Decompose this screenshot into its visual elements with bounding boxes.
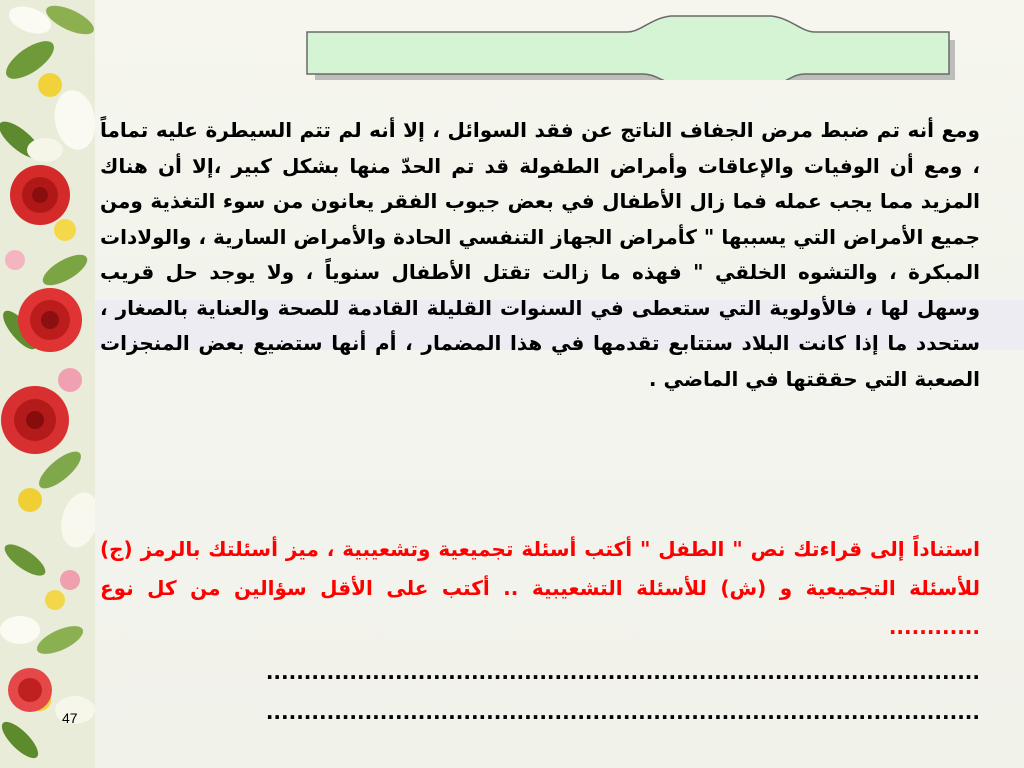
title-ribbon bbox=[305, 14, 955, 80]
floral-border-decoration bbox=[0, 0, 95, 768]
page-number: 47 bbox=[62, 710, 78, 726]
question-paragraph: استناداً إلى قراءتك نص " الطفل " أكتب أسئلة تجميعية وتشعيبية ، ميز أسئلتك بالرمز (ج) للأسئلة التجميعية و (ش) للأسئلة التشعيبية .. أكتب على الأقل سؤالين من كل نوع ............ bbox=[100, 537, 980, 639]
answer-line-1: .............................................................................................. bbox=[265, 660, 980, 684]
answer-line-2: .............................................................................................. bbox=[265, 700, 980, 724]
body-paragraph: ومع أنه تم ضبط مرض الجفاف الناتج عن فقد السوائل ، إلا أنه لم تتم السيطرة عليه تماماً ، ومع أن الوفيات والإعاقات وأمراض الطفولة قد تم الحدّ منها بشكل كبير ،إلا أن هناك المزيد مما يجب عمله فما زال الأطفال في بعض جيوب الفقر يعانون من سوء التغذية ومن جميع الأمراض التي يسببها " كأمراض الجهاز التنفسي الحادة والأمراض السارية ، والولادات المبكرة ، والتشوه الخلقي " فهذه ما زالت تقتل الأطفال سنوياً ، ولا يوجد حل قريب وسهل لها ، فالأولوية التي ستعطى في السنوات القليلة القادمة للصحة والعناية بالصغار ، ستحدد ما إذا كانت البلاد ستتابع تقدمها في هذا المضمار ، أم أنها ستضيع بعض المنجزات الصعبة التي حققتها في الماضي . bbox=[100, 118, 980, 391]
